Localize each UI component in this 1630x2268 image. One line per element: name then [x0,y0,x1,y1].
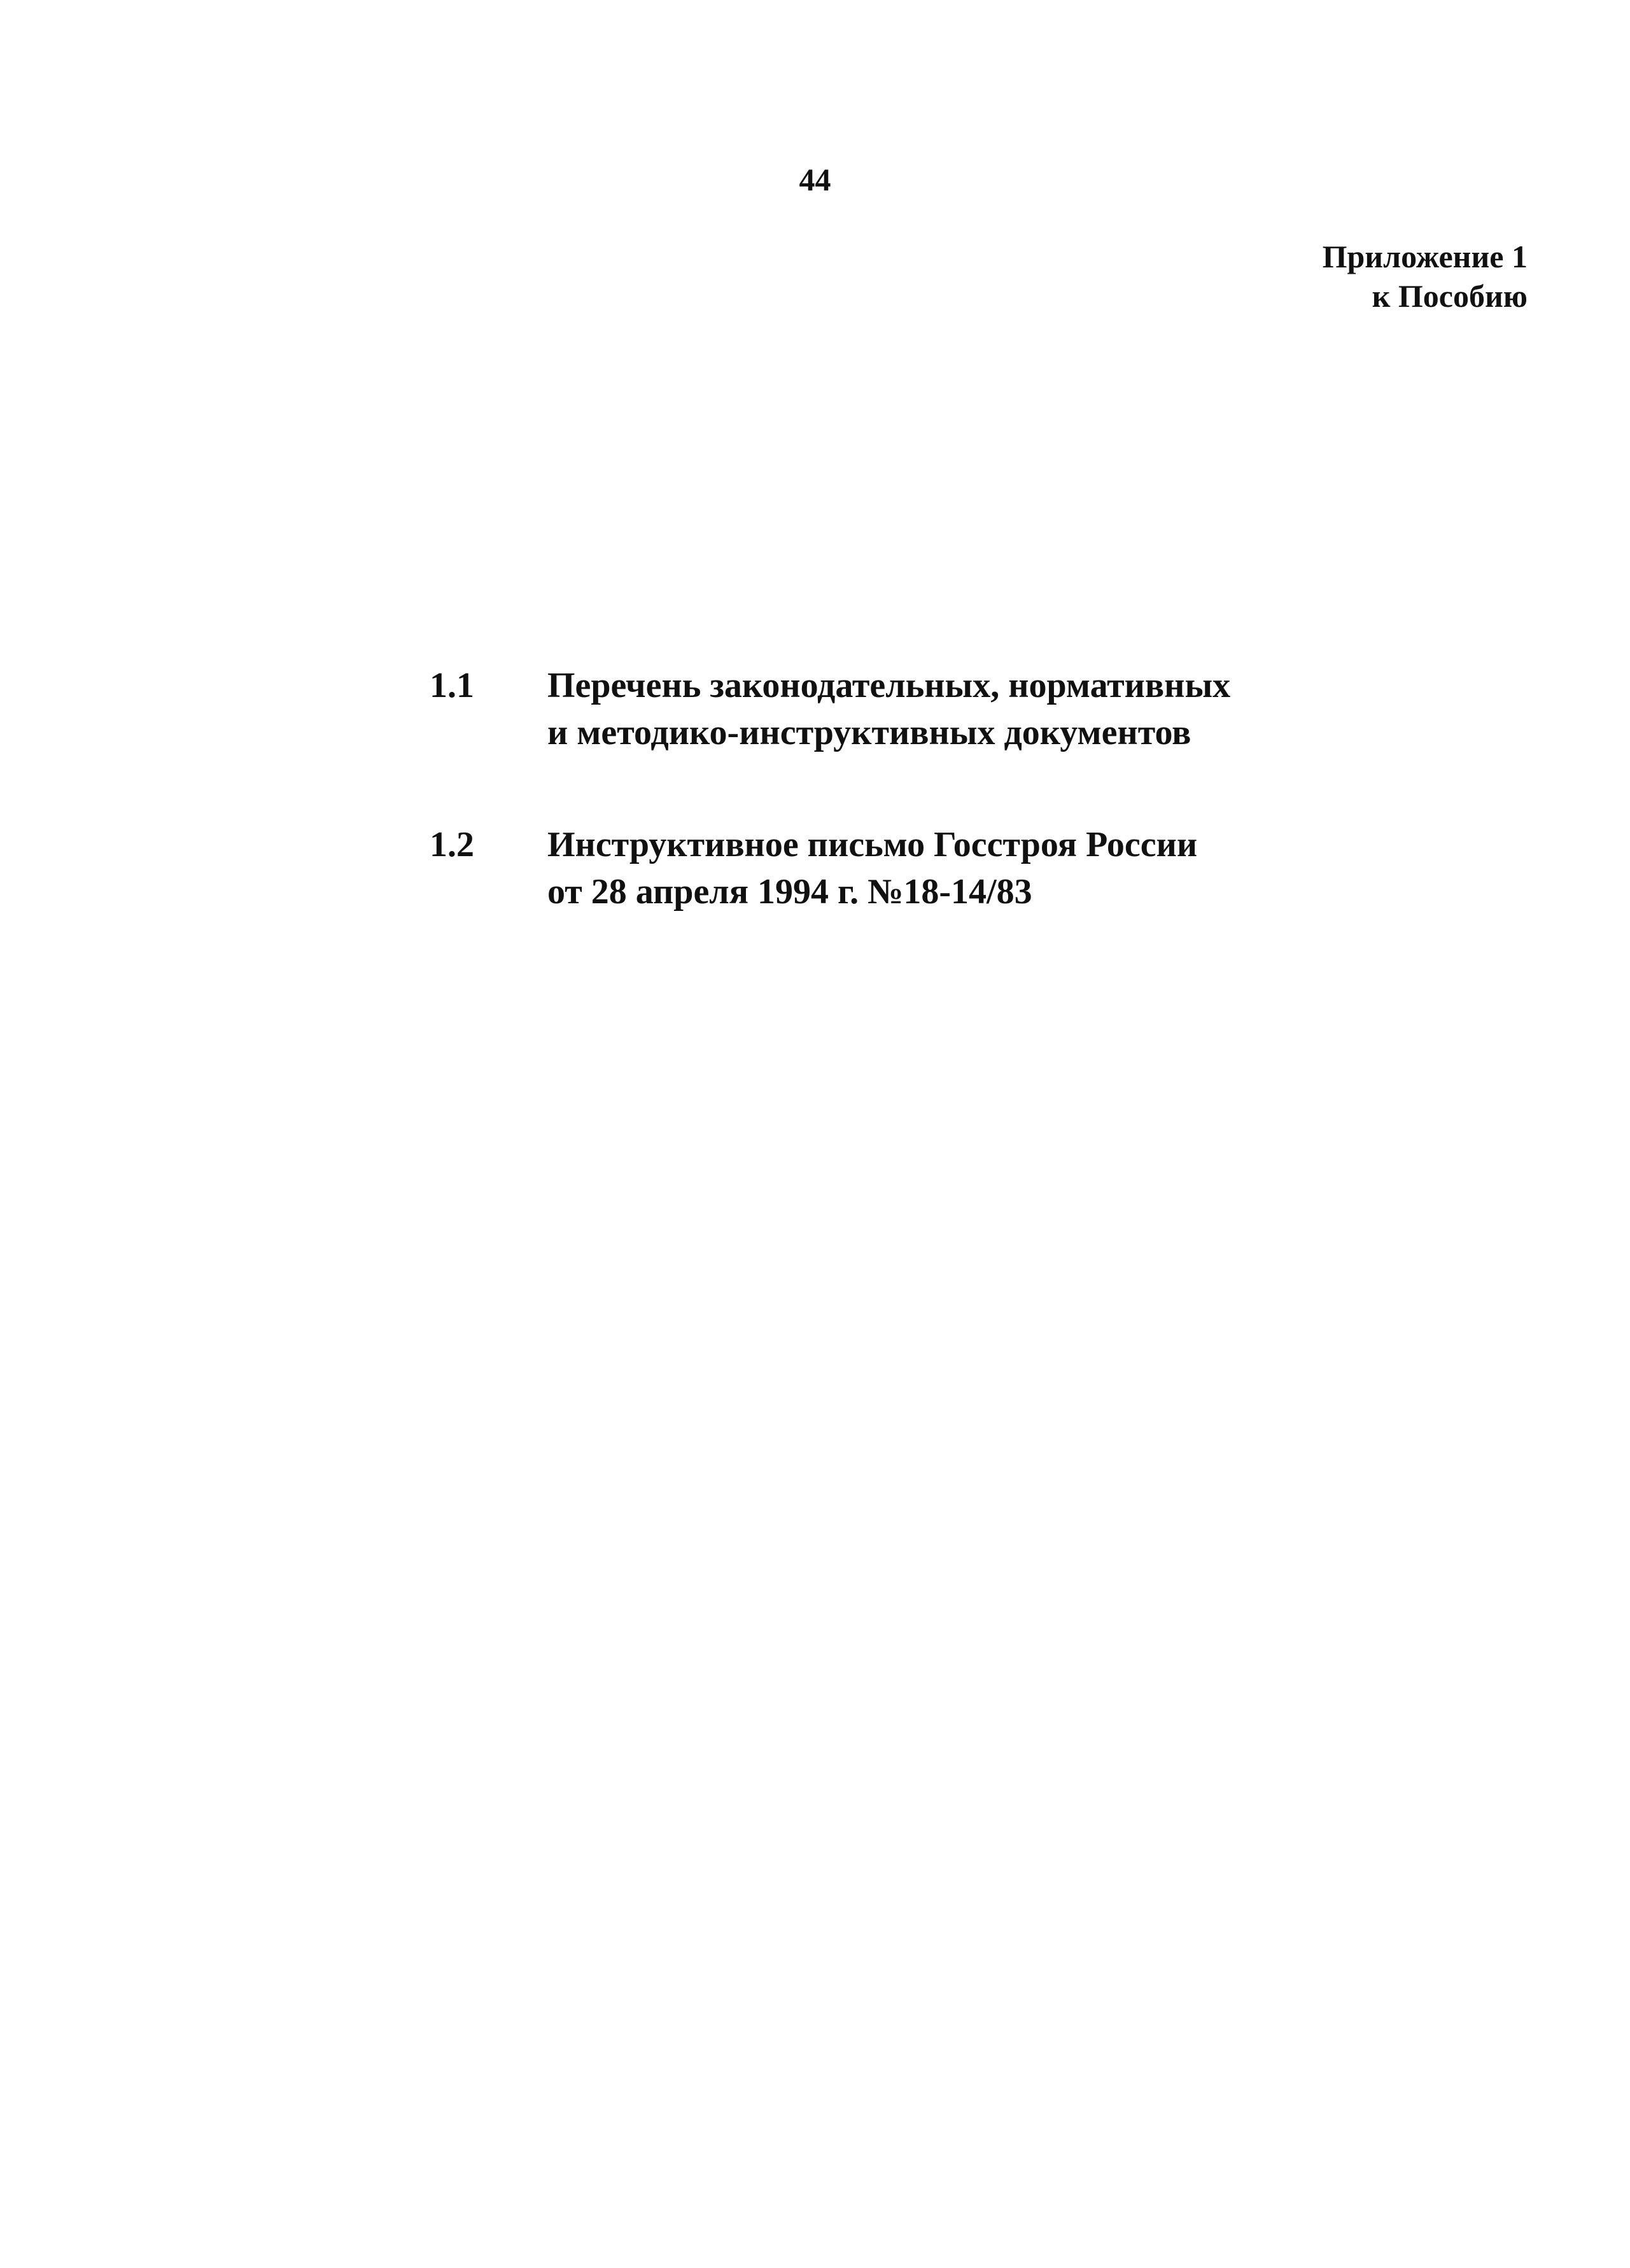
entry-title-line-2: и методико-инструктивных документов [547,713,1191,752]
appendix-label [1323,237,1528,316]
entry-title [547,662,1230,756]
contents-entry-1-2 [430,821,1512,915]
contents-list [430,662,1512,980]
entry-number: 1.1 [430,666,474,705]
entry-title-line-1: Перечень законодательных, нормативных [547,666,1231,705]
page-number: 44 [799,162,831,197]
appendix-label-line-2: к Пособию [1372,278,1528,314]
appendix-label-line-1: Приложение 1 [1322,239,1528,274]
entry-title [547,821,1197,915]
entry-title-line-2: от 28 апреля 1994 г. №18-14/83 [547,872,1032,912]
entry-number: 1.2 [430,825,474,864]
entry-title-line-1: Инструктивное письмо Госстроя России [547,825,1198,864]
contents-entry-1-1 [430,662,1512,756]
